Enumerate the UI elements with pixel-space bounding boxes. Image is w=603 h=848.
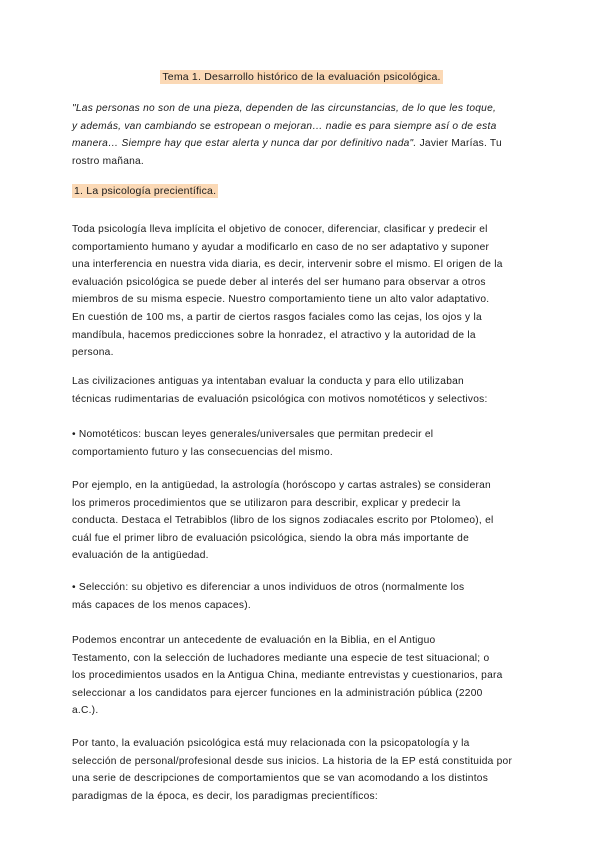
- epigraph-quote: [72, 100, 532, 170]
- title-container: [0, 67, 603, 85]
- paragraph-line: técnicas rudimentarias de evaluación psicológica con motivos nomotéticos y selectivos:: [72, 393, 488, 405]
- paragraph-line: evaluación de la antigüedad.: [72, 550, 209, 562]
- document-title: Tema 1. Desarrollo histórico de la evaluación psicológica.: [162, 71, 441, 83]
- paragraph-line: más capaces de los menos capaces).: [72, 599, 251, 611]
- paragraph-line: Toda psicología lleva implícita el objetivo de conocer, diferenciar, clasificar y predecir el: [72, 224, 488, 235]
- paragraph: [72, 477, 532, 565]
- paragraph: [72, 221, 532, 362]
- paragraph-line: comportamiento humano y ayudar a modificarlo en caso de no ser adaptativo y suponer: [72, 241, 490, 253]
- paragraph-line: a.C.).: [72, 705, 99, 717]
- paragraph-line: selección de personal/profesional desde sus inicios. La historia de la EP está constituida por: [72, 755, 513, 767]
- paragraph-line: una interferencia en nuestra vida diaria, es decir, intervenir sobre el mismo. El origen de la: [72, 259, 503, 271]
- paragraph: [72, 735, 532, 805]
- section-heading: 1. La psicología precientífica.: [74, 185, 217, 197]
- paragraph-line: Por ejemplo, en la antigüedad, la astrología (horóscopo y cartas astrales) se consideran: [72, 480, 491, 491]
- paragraph-line: Las civilizaciones antiguas ya intentaban evaluar la conducta y para ello utilizaban: [72, 376, 464, 387]
- paragraph-line: miembros de su misma especie. Nuestro comportamiento tiene un alto valor adaptativo.: [72, 294, 490, 306]
- bullet-paragraph: [72, 426, 532, 461]
- paragraph-line: una serie de descripciones de comportamientos que se van acomodando a los distintos: [72, 773, 489, 785]
- paragraph: [72, 632, 532, 720]
- paragraph-line: evaluación psicológica se puede deber al interés del ser humano para observar a otros: [72, 276, 486, 288]
- bullet-paragraph: [72, 579, 532, 614]
- paragraph-line: paradigmas de la época, es decir, los paradigmas precientíficos:: [72, 790, 378, 802]
- paragraph-line: mandíbula, hacemos predicciones sobre la honradez, el atractivo y la autoridad de la: [72, 329, 476, 341]
- section-heading-container: [72, 185, 218, 197]
- quote-attribution-line: rostro mañana.: [72, 155, 145, 167]
- paragraph-line: seleccionar a los candidatos para ejercer funciones en la administración pública (2200: [72, 687, 483, 699]
- paragraph-line: En cuestión de 100 ms, a partir de ciertos rasgos faciales como las cejas, los ojos y la: [72, 311, 482, 323]
- paragraph-line: cuál fue el primer libro de evaluación psicológica, siendo la obra más importante de: [72, 532, 470, 544]
- paragraph-line: conducta. Destaca el Tetrabiblos (libro de los signos zodiacales escrito por Ptolomeo), el: [72, 515, 494, 527]
- paragraph-line: • Selección: su objetivo es diferenciar a unos individuos de otros (normalmente los: [72, 582, 465, 593]
- paragraph: [72, 373, 532, 408]
- paragraph-line: comportamiento futuro y las consecuencias del mismo.: [72, 446, 334, 458]
- paragraph-line: Testamento, con la selección de luchadores mediante una especie de test situacional; o: [72, 652, 490, 664]
- paragraph-line: los procedimientos usados en la Antigua China, mediante entrevistas y cuestionarios, para: [72, 670, 503, 682]
- quote-line: y además, van cambiando se estropean o mejoran… nadie es para siempre así o de esta: [72, 120, 497, 132]
- paragraph-line: Por tanto, la evaluación psicológica está muy relacionada con la psicopatología y la: [72, 738, 470, 749]
- paragraph-line: Podemos encontrar un antecedente de evaluación en la Biblia, en el Antiguo: [72, 635, 436, 646]
- paragraph-line: los primeros procedimientos que se utilizaron para describir, explicar y predecir la: [72, 497, 461, 509]
- quote-line: "Las personas no son de una pieza, dependen de las circunstancias, de lo que les toque,: [72, 103, 497, 114]
- quote-line: manera… Siempre hay que estar alerta y nunca dar por definitivo nada". Javier Marías. Tu: [72, 138, 502, 149]
- paragraph-line: persona.: [72, 347, 114, 359]
- paragraph-line: • Nomotéticos: buscan leyes generales/universales que permitan predecir el: [72, 429, 434, 440]
- quote-attribution: Javier Marías. Tu: [416, 138, 502, 149]
